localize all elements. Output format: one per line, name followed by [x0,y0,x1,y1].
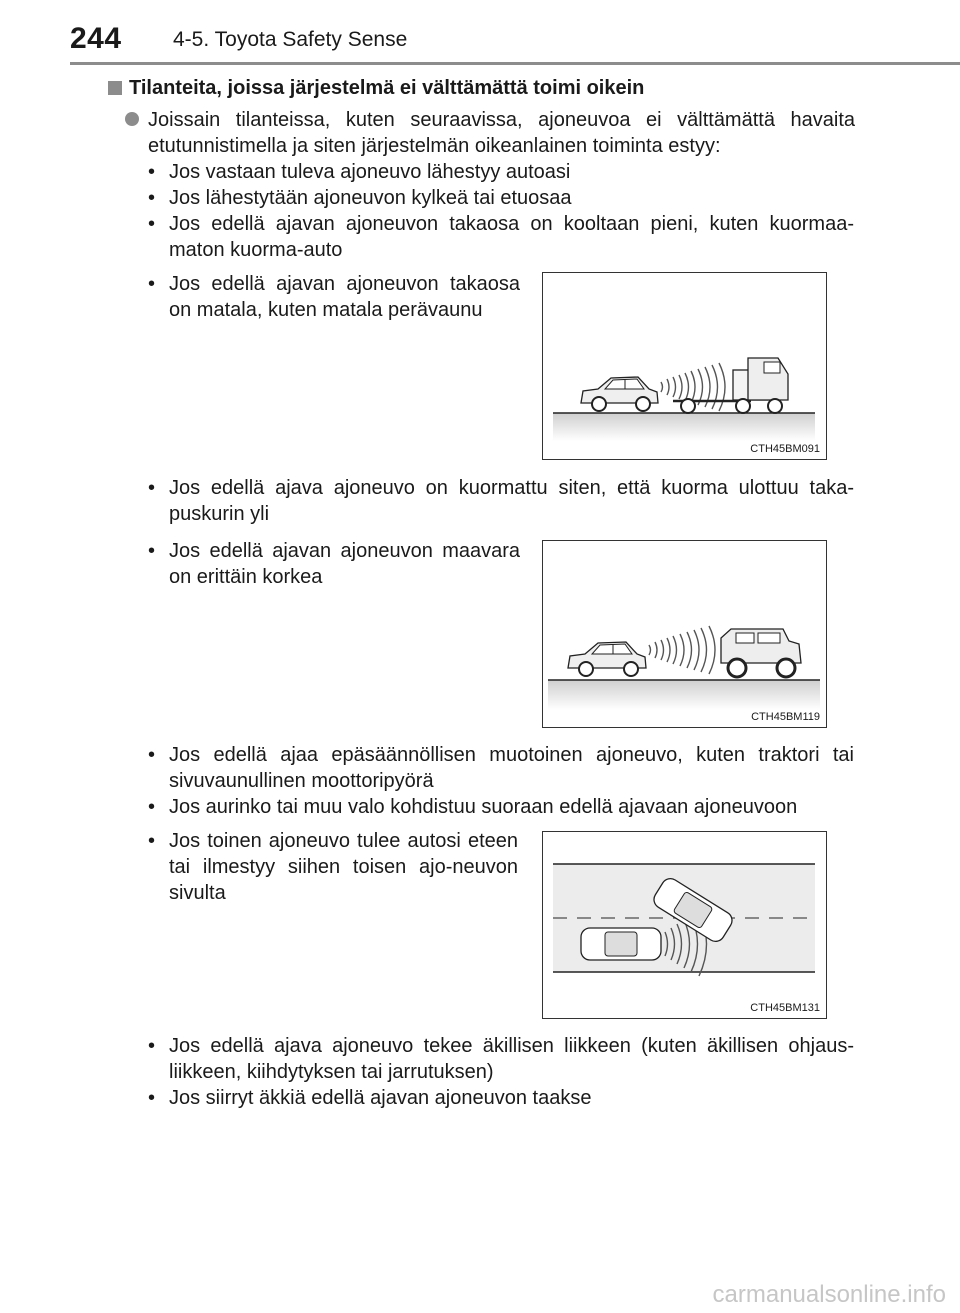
list-item: • Jos siirryt äkkiä edellä ajavan ajoneuvon taakse [146,1085,854,1111]
list-item: • Jos edellä ajava ajoneuvo on kuormattu siten, että kuorma ulottuu taka-puskurin yli [146,475,854,527]
figure-code: CTH45BM119 [751,711,820,723]
subheading [108,77,644,100]
figure-code: CTH45BM091 [750,443,820,455]
bullet-list-7 [146,1033,854,1111]
page-header [0,0,960,62]
bullet-list-1 [146,159,854,263]
figure-code: CTH45BM131 [750,1002,820,1014]
figure-cut-in [542,831,827,1019]
illustration-low-trailer [543,273,826,459]
figure-low-trailer [542,272,827,460]
intro-text: Joissain tilanteissa, kuten seuraavissa, ajoneuvoa ei välttämättä havaita etutunnistimella ja siten järjestelmän oikeanlainen toiminta estyy: [148,109,855,157]
bullet-list-3 [146,475,854,527]
illustration-high-clearance [543,541,826,727]
intro-paragraph [125,107,855,159]
list-item: • Jos aurinko tai muu valo kohdistuu suoraan edellä ajavaan ajoneuvoon [146,794,854,820]
subheading-text: Tilanteita, joissa järjestelmä ei välttämättä toimi oikein [129,77,645,99]
list-item: • Jos vastaan tuleva ajoneuvo lähestyy autoasi [146,159,854,185]
list-item: • Jos edellä ajavan ajoneuvon takaosa on kooltaan pieni, kuten kuormaa-maton kuorma-auto [146,211,854,263]
bullet-list-6 [146,828,518,906]
list-item: • Jos edellä ajava ajoneuvo tekee äkillisen liikkeen (kuten äkillisen ohjaus-liikkeen, kiihdytyksen tai jarrutuksen) [146,1033,854,1085]
watermark: carmanualsonline.info [712,1281,946,1308]
square-bullet-icon [108,81,122,95]
figure-high-clearance [542,540,827,728]
illustration-cut-in [543,832,826,1018]
list-item: • Jos edellä ajaa epäsäännöllisen muotoinen ajoneuvo, kuten traktori tai sivuvaunullinen moottoripyörä [146,742,854,794]
bullet-list-5 [146,742,854,820]
list-item: • Jos toinen ajoneuvo tulee autosi eteen tai ilmestyy siihen toisen ajo-neuvon sivulta [146,828,518,906]
section-title: 4-5. Toyota Safety Sense [173,28,408,51]
list-item: • Jos lähestytään ajoneuvon kylkeä tai etuosaa [146,185,854,211]
list-item: • Jos edellä ajavan ajoneuvon maavara on erittäin korkea [146,538,520,590]
page-number: 244 [70,22,122,55]
list-item: • Jos edellä ajavan ajoneuvon takaosa on matala, kuten matala perävaunu [146,271,520,323]
circle-bullet-icon [125,112,139,126]
bullet-list-2 [146,271,520,323]
header-divider [70,62,960,65]
bullet-list-4 [146,538,520,590]
